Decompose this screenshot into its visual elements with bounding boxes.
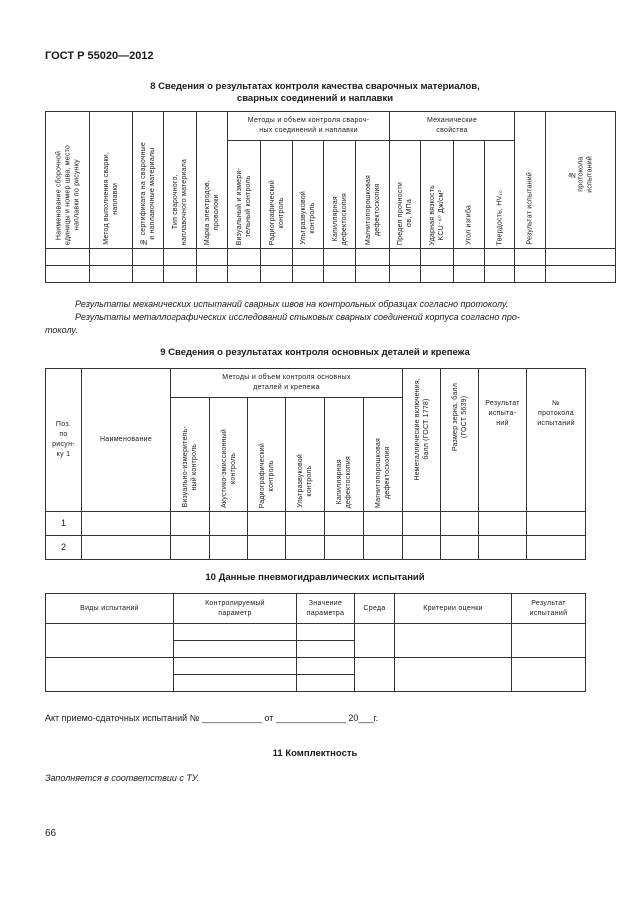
s9-col-protocol: № протокола испытаний [527,369,586,512]
s9-col-result: Результат испыта- ний [479,369,527,512]
section-9-title: 9 Сведения о результатах контроля основных деталей и крепежа [160,347,470,358]
acceptance-act-line: Акт приемо-сдаточных испытаний № ____________ от ______________ 20___г. [45,713,379,723]
s8-mech-impact: Ударная вязкость KCU⁻⁶⁰ Дж/см² [421,141,454,249]
table-row [46,266,616,283]
s9-method-capillary: Капиллярная дефектоскопия [325,398,364,512]
section-8-table [45,111,616,283]
s8-col-protocol: № протокола испытаний [546,112,616,249]
section-10-table [45,593,586,692]
s8-mech-hardness: Твердость, HV₁₀ [485,141,515,249]
s8-col-electrode-grade: Марка электродов, проволоки [197,112,228,249]
table-row [46,249,616,266]
document-header: ГОСТ Р 55020—2012 [45,50,154,62]
s9-method-acoustic: Акустико-эмиссионный контроль [210,398,248,512]
s8-col-result: Результат испытаний [515,112,546,249]
s9-method-ultrasonic: Ультразвуковой контроль [286,398,325,512]
s8-method-capillary: Капиллярная дефектоскопия [324,141,356,249]
s8-method-radiographic: Радиографический контроль [261,141,293,249]
s8-mech-bend: Угол изгиба [454,141,485,249]
s8-mech-strength: Предел прочности σв, МПа [390,141,421,249]
para-completeness: Заполняется в соответствии с ТУ. [45,773,200,783]
para-metallography: Результаты металлографических исследований стыковых сварных соединений корпуса согласно про- [75,312,520,322]
section-8-title: 8 Сведения о результатах контроля качества сварочных материалов, сварных соединений и наплавки [150,81,480,104]
s8-col-welding-method: Метод выполнения сварки, наплавки [90,112,133,249]
s10-col-parameter: Контролируемый параметр [174,594,297,624]
s8-method-ultrasonic: Ультразвуковой контроль [293,141,324,249]
section-11-title: 11 Комплектность [272,748,358,759]
s9-method-visual: Визуально-измеритель- ный контроль [171,398,210,512]
s8-col-material-type: Тип сварочного, наплавочного материала [164,112,197,249]
table-row [46,658,586,675]
page-number: 66 [45,828,57,839]
para-mech-results: Результаты механических испытаний сварных швов на контрольных образцах согласно протоколу. [75,299,509,309]
s8-col-certificate: № сертификата на сварочные и наплавочные материалы [133,112,164,249]
s8-mech-group: Механические свойства [390,112,515,141]
s9-col-name: Наименование [82,369,171,512]
s10-col-test-type: Виды испытаний [46,594,174,624]
s9-method-magnetic: Магнитопорошковая дефектоскопия [364,398,403,512]
s9-method-radiographic: Радиографический контроль [248,398,286,512]
s10-col-result: Результат испытаний [512,594,586,624]
s8-col-assembly: Наименование сборочной единицы и номер шва, место наплавки по рисунку [46,112,90,249]
s9-methods-group: Методы и объем контроля основных деталей и крепежа [171,369,403,398]
s10-col-value: Значение параметра [297,594,355,624]
s8-method-visual: Визуальный и измери- тельный контроль [228,141,261,249]
s9-col-grain: Размер зерна, балл (ГОСТ 5639) [441,369,479,512]
table-row [46,624,586,641]
table-row: 2 [46,536,586,560]
s9-col-position: Поз. по рисун- ку 1 [46,369,82,512]
para-metallography-cont: токолу. [45,325,78,335]
table-row: 1 [46,512,586,536]
section-9-table [45,368,586,560]
s8-methods-group: Методы и объем контроля свароч- ных соединений и наплавки [228,112,390,141]
s10-col-medium: Среда [355,594,395,624]
section-10-title: 10 Данные пневмогидравлических испытаний [205,572,425,583]
s9-col-nonmetal: Неметаллические включения, балл (ГОСТ 1778) [403,369,441,512]
s8-method-magnetic: Магнитопорошковая дефектоскопия [356,141,390,249]
s10-col-criteria: Критерии оценки [395,594,512,624]
